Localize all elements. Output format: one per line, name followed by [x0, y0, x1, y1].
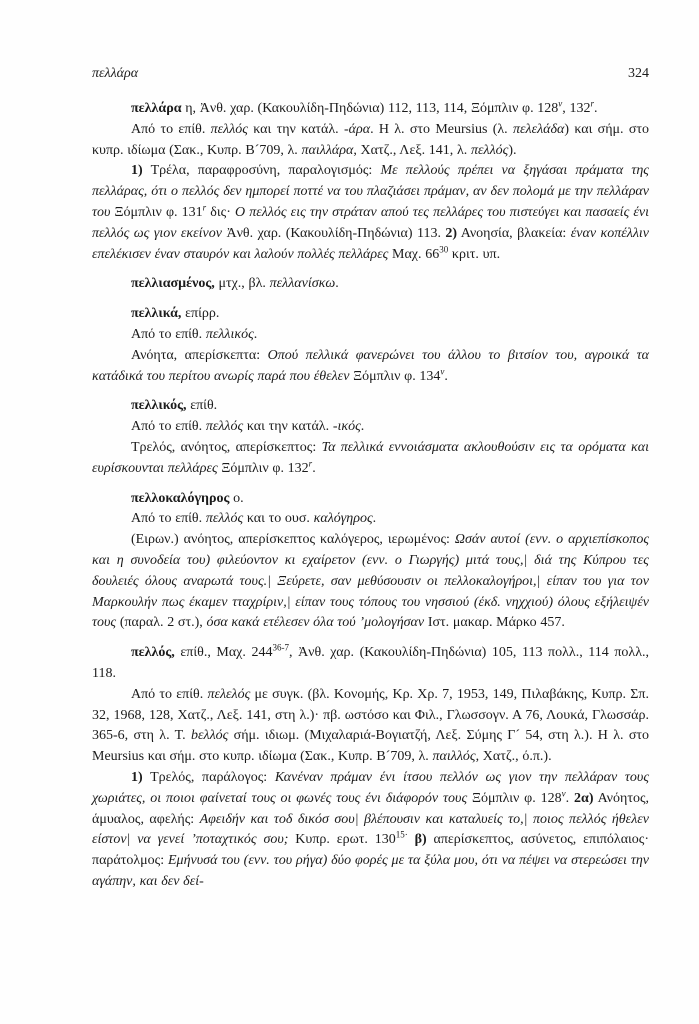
paragraph [92, 643, 649, 685]
paragraph [92, 509, 649, 530]
dictionary-entry [92, 304, 649, 387]
text-run: όσα κακά ετέλεσεν όλα τού ’μολογήσαν [206, 615, 425, 631]
text-run: Εμήνυσά του (ενν. του ρήγα) δύο φορές με τα ξύλα μου, ότι να πέψει να στερεώσει την αγάπην, και δεν δεί- [92, 853, 650, 889]
text-run: 2α) [574, 790, 594, 806]
text-run: πελλός [205, 511, 244, 527]
text-run: (παραλ. 2 στ.), [116, 615, 207, 631]
text-run: Ωσάν αυτοί (ενν. ο αρχιεπίσκοπος και η συνοδεία του) φιλεύοντον κι εχαίρετον (ενν. ο Γιωργής) μιτά τους,| διά της Κύπρου τες δουλειές όλους αναρωτά τους.| Ξεύρετε, σαν μεθύσουσιν οι πελλοκαλογήροι,| είπαν του για τον Μαρκουλήν πως έκαμεν τταχρίριν,| είπαν τους τόπους του νησσιού (έκδ. νηχχιού) όλους εξήλειψέν τους [92, 532, 649, 631]
text-run: . [360, 419, 365, 435]
text-run: v [561, 788, 566, 799]
paragraph [92, 768, 649, 893]
text-run: 1) [131, 769, 143, 785]
text-run: πελελός [207, 686, 251, 702]
text-run: . [594, 101, 598, 116]
text-run: Κανέναν πράμαν ένι ίτσου πελλόν ως γιον την πελλάραν τους χωριάτες, οι ποιοι φαίνεταί τους οι φωνές τους ένι διάφορόν τους [92, 769, 650, 806]
text-run: πελλάρα [131, 101, 182, 116]
page-body [92, 99, 649, 893]
text-run: και την κατάλ. [247, 121, 344, 137]
text-run: . [444, 368, 448, 384]
text-run: (Ειρων.) ανόητος, απερίσκεπτος καλόγερος, ιερωμένος: [131, 532, 455, 548]
text-run: Από το επίθ. [131, 419, 206, 435]
text-run: Ο πελλός εις την στράταν απού τες πελλάρες του πιστεύγει και πασαείς ένι πελλός ως γιον εκείνον [92, 204, 649, 241]
text-run: . [372, 511, 377, 527]
paragraph [92, 396, 649, 417]
text-run: πελλοκαλόγηρος [131, 490, 230, 506]
text-run: πελλιασμένος, [131, 276, 215, 292]
text-run: β) [414, 832, 427, 848]
text-run: , Ἀνθ. χαρ. (Κακουλίδη-Πηδώνια) 105, 113 πολλ., 114 πολλ., 118. [92, 645, 649, 681]
text-run: και το ουσ. [243, 511, 314, 527]
text-run: v [558, 98, 563, 109]
text-run: Οπού πελλικά φανερώνει του άλλου το βιτσίον του, αγροικά τα κατάδικά του περίτου ανωρίς παρά που έθελεν [92, 347, 649, 384]
text-run: Μαχ. 66 [388, 246, 440, 262]
paragraph [92, 120, 649, 162]
text-run: Από το επίθ. [131, 121, 211, 137]
text-run: επίθ., Μαχ. 244 [174, 645, 273, 661]
text-run: κριτ. υπ. [448, 246, 501, 262]
text-run: Αφειδήν και τοδ δικόσ σου| βλέπουσιν και καταλυείς το,| ποιος πελλός ήθελεν είστον| να γενεί ’ποταχτικός σου; [92, 811, 649, 848]
text-run: Με πελλούς πρέπει να ξηγάσαι πράματα της πελλάρας, ότι ο πελλός δεν ημπορεί ποττέ να του πλαζιάσει πράμαν, αν δεν πολομά με την πελλάραν του [92, 163, 649, 220]
text-run: -ικός [332, 419, 361, 435]
dictionary-entry [92, 396, 649, 479]
text-run: επίθ. [186, 398, 218, 414]
text-run: Ἀνθ. χαρ. (Κακουλίδη-Πηδώνια) 113. [222, 225, 446, 241]
text-run: r [308, 458, 313, 469]
dictionary-entry [92, 643, 649, 893]
text-run: πελλός [210, 121, 248, 137]
running-head [92, 64, 649, 84]
text-run: 36-7 [272, 642, 289, 653]
text-run: πελελάδα [512, 121, 565, 137]
text-run: Ξόμπλιν φ. 131 [110, 204, 203, 220]
text-run: 30 [439, 243, 449, 254]
text-run: απερίσκεπτος, ασύνετος, επιπόλαιος· παράτολμος: [92, 832, 650, 869]
paragraph [92, 530, 649, 634]
text-run: , Χατζ., ό.π.). [475, 749, 552, 765]
page-number: 324 [628, 66, 649, 81]
text-run: , 132 [562, 101, 591, 116]
text-run: . [565, 790, 575, 806]
text-run: Τρελός, παράλογος: [142, 769, 275, 785]
text-run: -άρα [343, 121, 371, 137]
paragraph [92, 346, 649, 388]
text-run: Ξόμπλιν φ. 128 [467, 790, 562, 806]
text-run: παιλλάρα [301, 142, 354, 158]
text-run: πελλός [470, 142, 509, 158]
text-run [408, 832, 415, 847]
text-run: πελλικά, [131, 306, 182, 322]
dictionary-entry [92, 99, 649, 265]
text-run: και την κατάλ. [243, 419, 333, 435]
text-run: 15· [395, 829, 408, 840]
paragraph [92, 685, 649, 768]
text-run: παιλλός [432, 749, 476, 765]
text-run: Τα πελλικά εννοιάσματα ακλουθούσιν εις τα ορόματα και ευρίσκουνται πελλάρες [92, 439, 649, 476]
text-run: Ιστ. μακαρ. Μάρκο 457. [424, 615, 565, 631]
paragraph [92, 274, 649, 295]
text-run: Από το επίθ. [131, 326, 206, 342]
text-run: σήμ. ιδιωμ. (Μιχαλαριά-Βογιατζή, Λεξ. Σύμης Γ´ 54, στη λ.). Η λ. στο Meursius και σήμ. στο κυπρ. ιδίωμα (Σακ., Κυπρ. Β´709, λ. [92, 728, 649, 765]
text-run: , Χατζ., Λεξ. 141, λ. [353, 142, 471, 158]
text-run: . [253, 326, 258, 342]
dictionary-entry [92, 274, 649, 295]
text-run: ) και σήμ. στο κυπρ. ιδίωμα (Σακ., Κυπρ. Β´709, λ. [92, 121, 649, 158]
text-run: πελλανίσκω [269, 276, 336, 292]
text-run: bελλός [191, 728, 229, 744]
dictionary-entry [92, 489, 649, 635]
text-run: Ανόητα, απερίσκεπτα: [131, 347, 268, 363]
text-run: δις· [206, 204, 235, 220]
paragraph [92, 325, 649, 346]
text-run: Ξόμπλιν φ. 134 [349, 368, 441, 384]
paragraph [92, 99, 649, 120]
text-run: ο. [229, 490, 244, 506]
text-run: Ξόμπλιν φ. 132 [217, 460, 309, 476]
text-run: v [440, 365, 445, 376]
text-run: Ανόητος, άμυαλος, αφελής: [92, 790, 649, 827]
text-run: r [590, 98, 594, 109]
text-run: πελλικός [205, 326, 254, 342]
text-run: καλόγηρος [313, 511, 373, 527]
text-run: Τρέλα, παραφροσύνη, παραλογισμός: [142, 163, 381, 179]
text-run: έναν κοπέλλιν επελέκισεν έναν σταυρόν και λαλούν πολλές πελλάρες [92, 225, 650, 262]
paragraph [92, 304, 649, 325]
text-run: r [202, 202, 207, 213]
text-run: πελλικός, [131, 398, 187, 414]
text-run: . Η λ. στο Meursius (λ. [370, 121, 513, 137]
text-run: πελλός [205, 419, 244, 435]
text-run: 1) [131, 163, 143, 179]
text-run: Από το επίθ. [131, 686, 208, 702]
text-run: Από το επίθ. [131, 511, 206, 527]
text-run: . [312, 460, 316, 476]
text-run: πελλός, [131, 645, 175, 661]
paragraph [92, 489, 649, 510]
text-run: Κυπρ. ερωτ. 130 [288, 832, 396, 848]
text-run: 2) [445, 225, 458, 241]
text-run: η, Ἀνθ. χαρ. (Κακουλίδη-Πηδώνια) 112, 113, 114, Ξόμπλιν φ. 128 [181, 101, 559, 116]
paragraph [92, 161, 649, 265]
paragraph [92, 417, 649, 438]
text-run: μτχ., βλ. [214, 276, 270, 292]
text-run: επίρρ. [181, 306, 220, 322]
text-run: . [335, 276, 339, 292]
paragraph [92, 438, 649, 480]
text-run: με συγκ. (βλ. Κονομής, Κρ. Χρ. 7, 1953, 149, Πιλαβάκης, Κυπρ. Σπ. 32, 1968, 128, Χατζ., Λεξ. 141, στη λ.)· πβ. ωστόσο και Φιλ., Γλωσσογν. Α 76, Λουκά, Γλωσσάρ. 365-6, στη λ. Τ. [92, 686, 649, 744]
text-run: ). [508, 142, 517, 158]
text-run: Ανοησία, βλακεία: [457, 225, 571, 241]
text-run: Τρελός, ανόητος, απερίσκεπτος: [131, 439, 322, 455]
guide-word: πελλάρα [92, 66, 139, 81]
